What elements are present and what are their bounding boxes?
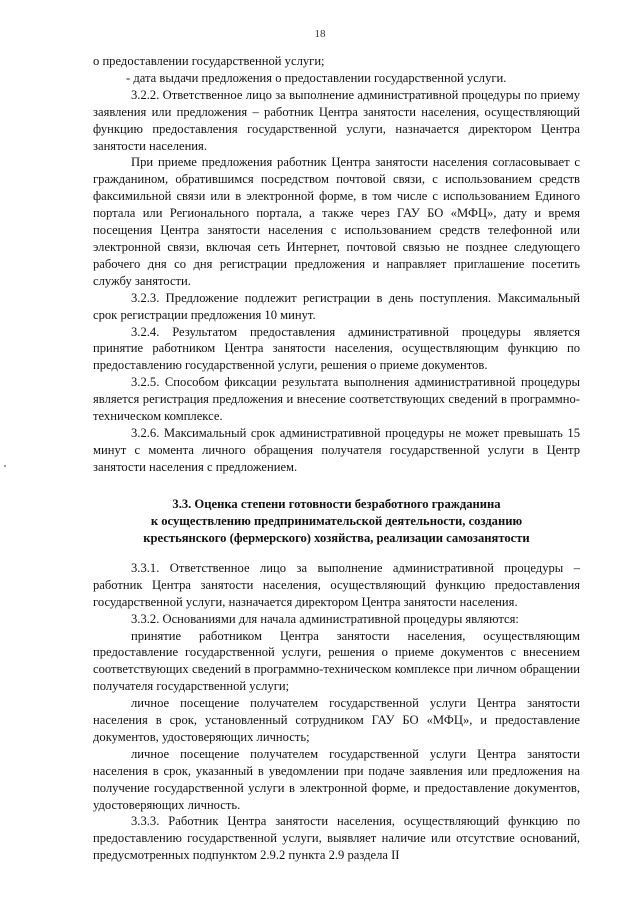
- paragraph-3-2-4: 3.2.4. Результатом предоставления административной процедуры является принятие работником Центра занятости населения, осуществляющим функцию по предоставлению государственной услуги, решения о приеме документов.: [93, 324, 580, 373]
- paragraph: о предоставлении государственной услуги;: [93, 54, 325, 68]
- paragraph-3-2-3: 3.2.3. Предложение подлежит регистрации в день поступления. Максимальный срок регистрации предложения 10 минут.: [93, 290, 580, 322]
- section-heading-line: к осуществлению предпринимательской деятельности, созданию: [150, 514, 523, 529]
- paragraph-3-2-5: 3.2.5. Способом фиксации результата выполнения административной процедуры является регистрация предложения и внесение соответствующих сведений в программно-техническом комплексе.: [93, 375, 580, 424]
- margin-mark: [4, 465, 6, 467]
- section-heading-line: крестьянского (фермерского) хозяйства, реализации самозанятости: [143, 531, 530, 546]
- page-number: 18: [314, 28, 326, 40]
- section-heading-line: 3.3. Оценка степени готовности безработного гражданина: [172, 496, 501, 511]
- paragraph-3-3-1: 3.3.1. Ответственное лицо за выполнение административной процедуры – работник Центра занятости населения, осуществляющий функцию предоставления государственной услуги, назначается директором Центра занятости населения.: [93, 560, 580, 609]
- document-body: [93, 53, 580, 864]
- paragraph-3-3-2: 3.3.2. Основаниями для начала административной процедуры являются:: [131, 611, 519, 626]
- paragraph: - дата выдачи предложения о предоставлении государственной услуги.: [126, 70, 507, 85]
- section-heading: [93, 496, 580, 548]
- paragraph: личное посещение получателем государственной услуги Центра занятости населения в срок, установленный сотрудником ГАУ БО «МФЦ», и предоставление документов, удостоверяющих личность;: [93, 696, 580, 744]
- paragraph-3-3-3: 3.3.3. Работник Центра занятости населения, осуществляющий функцию по предоставлению государственной услуги, выявляет наличие или отсутствие оснований, предусмотренных подпунктом 2.9.2 пункта 2.9 раздела II: [93, 814, 580, 863]
- paragraph-3-2-6: 3.2.6. Максимальный срок административной процедуры не может превышать 15 минут с момента личного обращения получателя государственной услуги в Центр занятости населения с предложением.: [93, 425, 580, 474]
- paragraph: принятие работником Центра занятости населения, осуществляющим предоставление государственной услуги, решения о приеме документов с внесением соответствующих сведений в программно-техническом комплексе при личном обращении получателя государственной услуги;: [93, 628, 580, 694]
- paragraph: личное посещение получателем государственной услуги Центра занятости населения в срок, указанный в уведомлении при подаче заявления или предложения на получение государственной услуги в электронной форме, и предоставление документов, удостоверяющих личность.: [93, 746, 580, 812]
- paragraph: При приеме предложения работник Центра занятости населения согласовывает с гражданином, обратившимся посредством почтовой связи, с использованием средств факсимильной связи или в электронной форме, в том числе с использованием Единого портала или Регионального портала, а также через ГАУ БО «МФЦ», дату и время посещения Центра занятости населения с использованием средств телефонной или электронной связи, включая сеть Интернет, почтовой связью не позднее следующего рабочего дня со дня регистрации предложения и направляет приглашение посетить службу занятости.: [93, 155, 580, 288]
- paragraph-3-2-2: 3.2.2. Ответственное лицо за выполнение административной процедуры по приему заявления или предложения – работник Центра занятости населения, осуществляющий функцию предоставления государственной услуги, назначается директором Центра занятости населения.: [93, 87, 580, 153]
